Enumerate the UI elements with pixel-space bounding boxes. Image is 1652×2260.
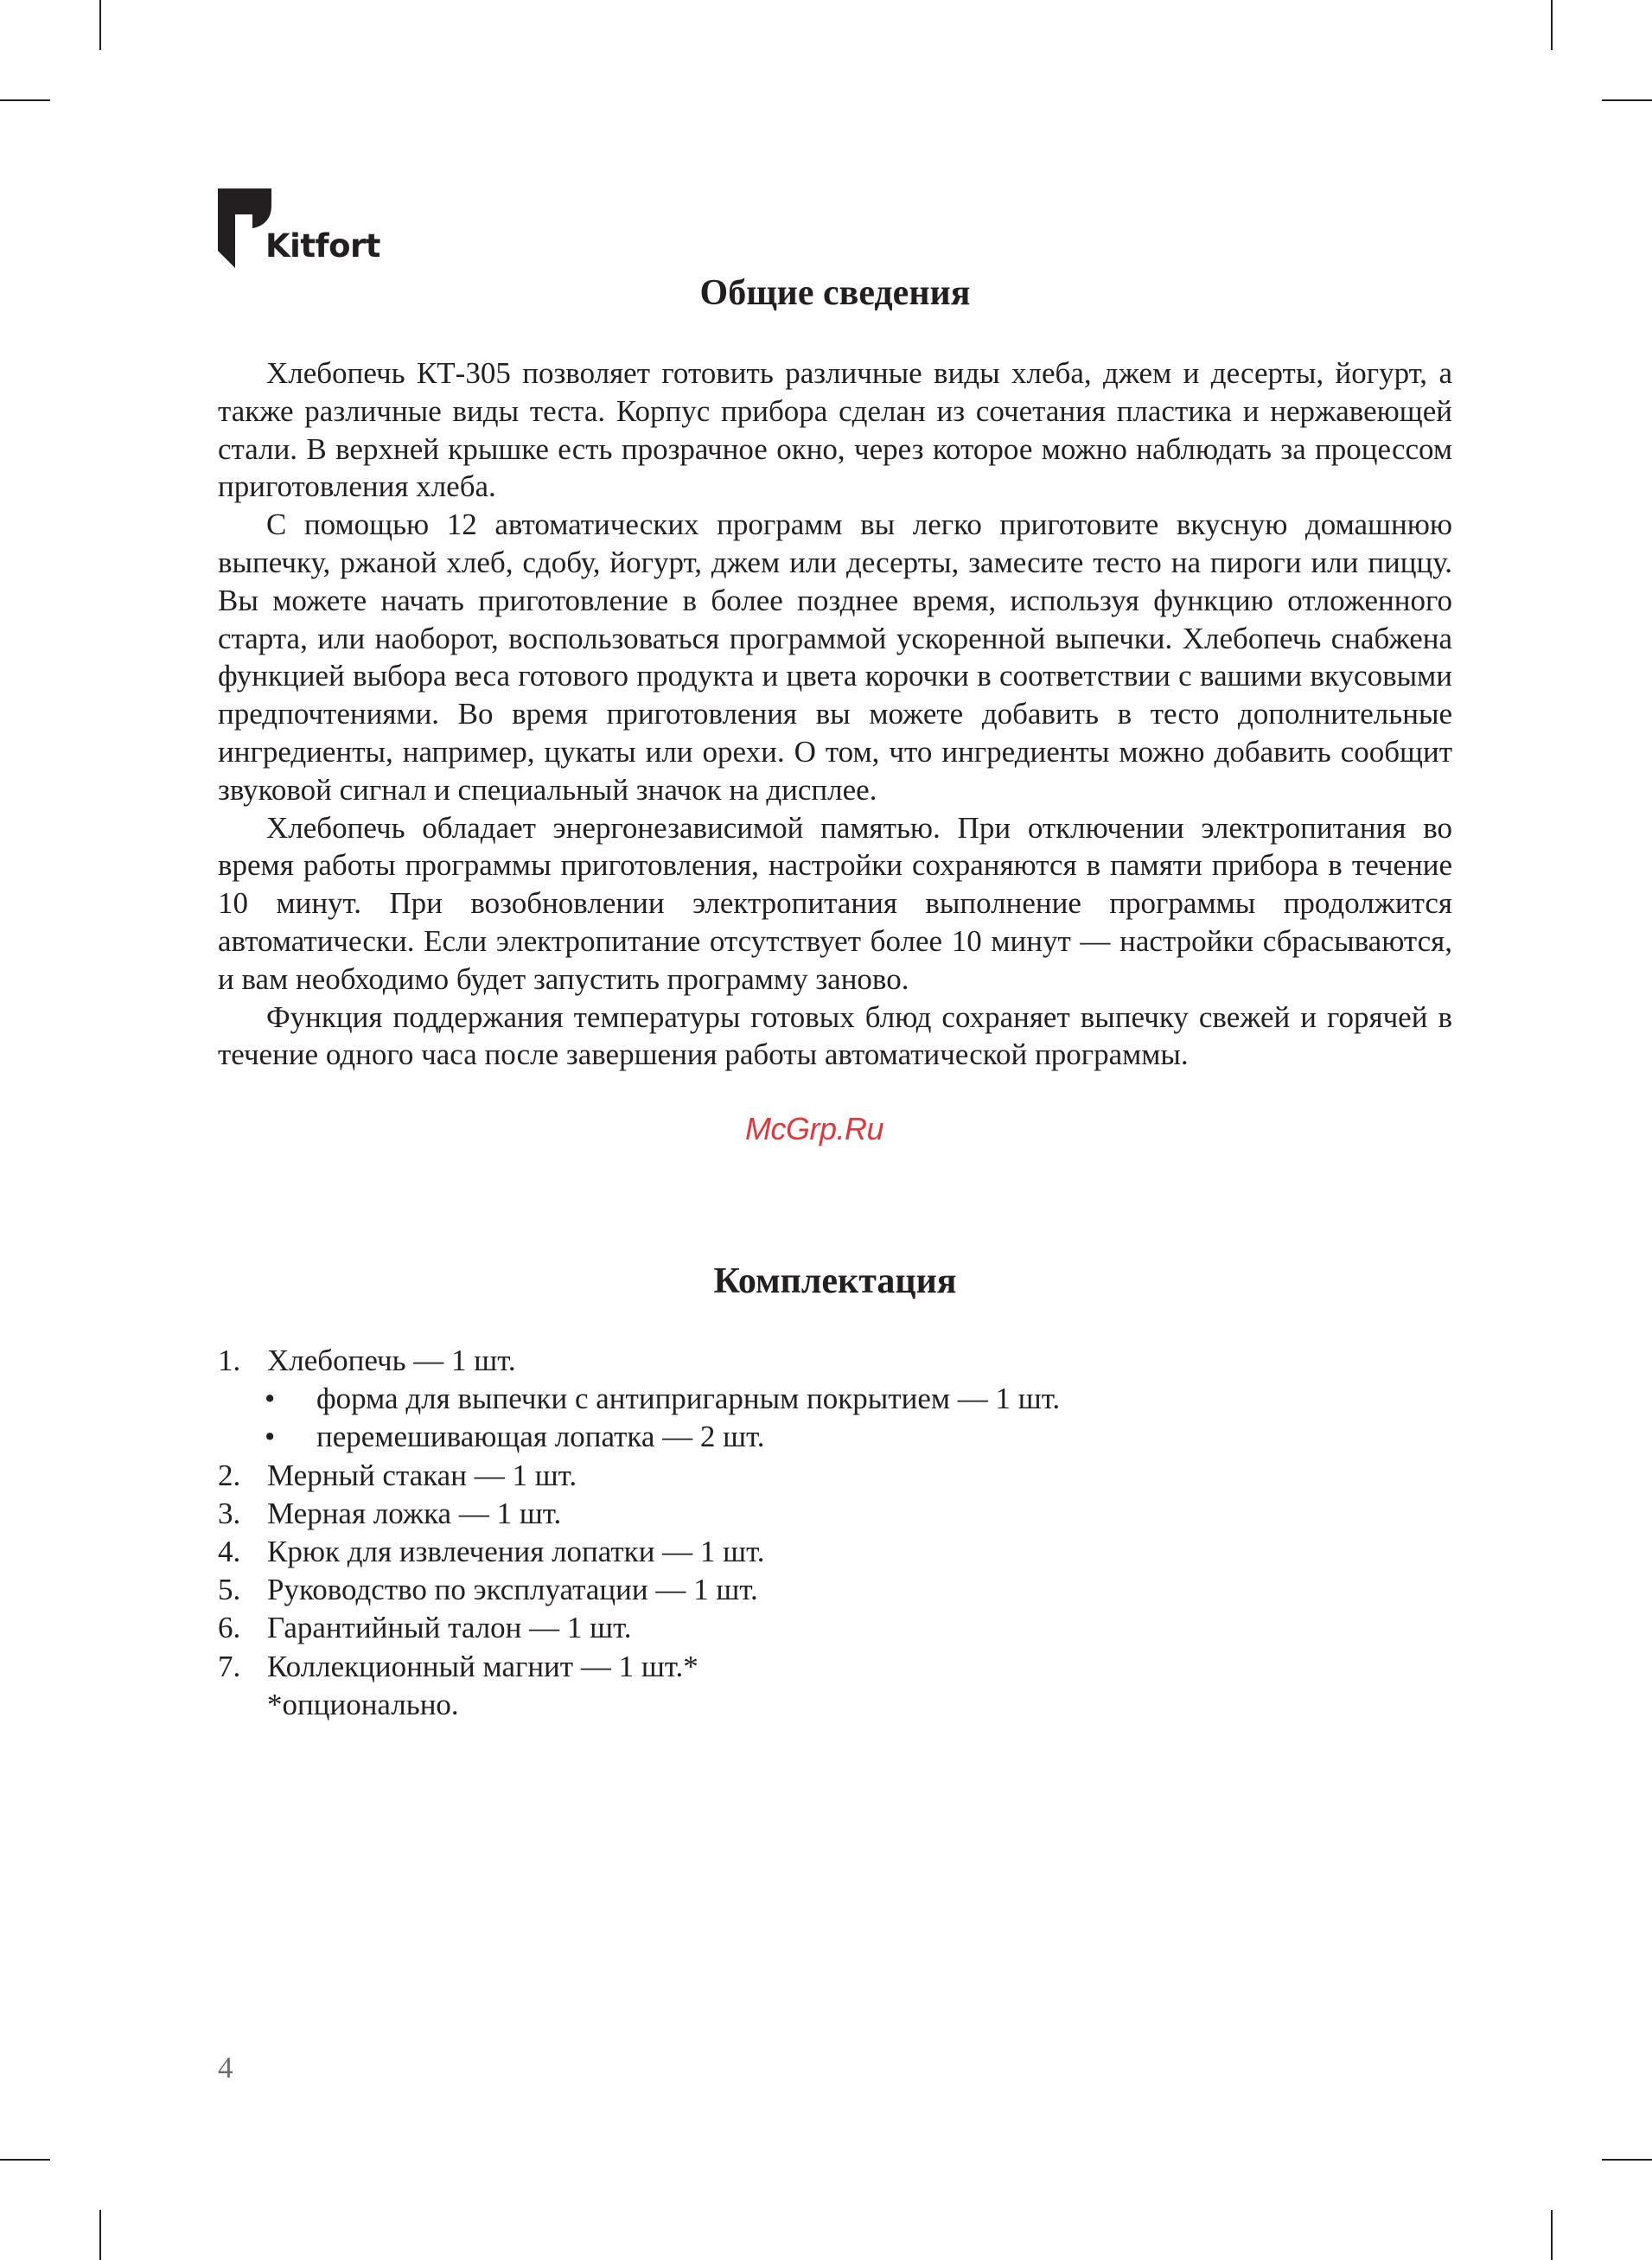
section-title-kit: Комплектация — [713, 1261, 957, 1301]
list-item — [218, 1342, 1452, 1380]
kitfort-logo-mark-icon — [218, 188, 271, 268]
list-item — [218, 1495, 1452, 1533]
list-item-text: Крюк для извлечения лопатки — 1 шт. — [267, 1535, 765, 1569]
list-item — [218, 1571, 1452, 1609]
paragraph: Хлебопечь КТ-305 позволяет готовить различные виды хлеба, джем и десерты, йогурт, а также различные виды теста. Корпус прибора сделан из сочетания пластика и нержавеющей стали. В верхней крышке есть прозрачное окно, через которое можно наблюдать за процессом приготовления хлеба. — [218, 356, 1452, 504]
paragraph: Функция поддержания температуры готовых блюд сохраняет выпечку свежей и горячей в течение одного часа после завершения работы автоматической программы. — [218, 999, 1452, 1072]
kit-list — [218, 1342, 1452, 1724]
crop-mark — [1602, 2159, 1652, 2161]
crop-mark — [1551, 0, 1553, 50]
list-subitem — [218, 1418, 1452, 1456]
list-subitem — [218, 1380, 1452, 1418]
list-item-text: Хлебопечь — 1 шт. — [267, 1344, 516, 1377]
kitfort-logo — [218, 188, 391, 271]
list-item-text: Мерная ложка — 1 шт. — [267, 1496, 562, 1530]
list-number: 1. — [218, 1344, 241, 1377]
paragraph: Хлебопечь обладает энергонезависимой памятью. При отключении электропитания во время работы программы приготовления, настройки сохраняются в памяти прибора в течение 10 минут. При возобновлении электропитания выполнение программы продолжится автоматически. Если электропитание отсутствует более 10 минут — настройки сбрасываются, и вам необходимо будет запустить программу заново. — [218, 810, 1452, 996]
list-item-text: Коллекционный магнит — 1 шт.* — [267, 1649, 698, 1683]
crop-mark — [0, 2159, 50, 2161]
footnote: *опционально. — [267, 1687, 459, 1721]
paragraph: С помощью 12 автоматических программ вы легко приготовите вкусную домашнюю выпечку, ржаной хлеб, сдобу, йогурт, джем или десерты, замесите тесто на пироги или пиццу. Вы можете начать приготовление в более позднее время, используя функцию отложенного старта, или наоборот, воспользоваться программой ускоренной выпечки. Хлебопечь снабжена функцией выбора веса готового продукта и цвета корочки в соответствии с вашими вкусовыми предпочтениями. Во время приготовления вы можете добавить в тесто дополнительные ингредиенты, например, цукаты или орехи. О том, что ингредиенты можно добавить сообщит звуковой сигнал и специальный значок на дисплее. — [218, 508, 1452, 807]
crop-mark — [0, 99, 50, 101]
watermark: McGrp.Ru — [745, 1111, 884, 1146]
list-number: 2. — [218, 1458, 241, 1492]
crop-mark — [99, 2210, 101, 2260]
list-item-text: Мерный стакан — 1 шт. — [267, 1458, 577, 1492]
section-title-general: Общие сведения — [699, 273, 971, 313]
crop-mark — [99, 0, 101, 50]
bullet-icon: • — [265, 1420, 276, 1454]
bullet-icon: • — [265, 1382, 276, 1416]
list-item — [218, 1648, 1452, 1686]
list-item — [218, 1533, 1452, 1571]
list-item — [218, 1609, 1452, 1647]
list-number: 3. — [218, 1496, 241, 1530]
crop-mark — [1551, 2210, 1553, 2260]
list-item-text: форма для выпечки с антипригарным покрытием — 1 шт. — [316, 1382, 1061, 1416]
list-number: 7. — [218, 1649, 241, 1683]
general-info-text — [218, 354, 1452, 1074]
list-number: 6. — [218, 1611, 241, 1645]
crop-mark — [1602, 99, 1652, 101]
list-item-text: Гарантийный талон — 1 шт. — [267, 1611, 632, 1645]
list-item-text: перемешивающая лопатка — 2 шт. — [316, 1420, 765, 1454]
brand-name: Kitfort — [265, 227, 380, 265]
list-number: 5. — [218, 1573, 241, 1607]
page-number: 4 — [218, 2051, 233, 2084]
list-item-text: Руководство по эксплуатации — 1 шт. — [267, 1573, 758, 1607]
list-item — [218, 1457, 1452, 1495]
list-number: 4. — [218, 1535, 241, 1569]
